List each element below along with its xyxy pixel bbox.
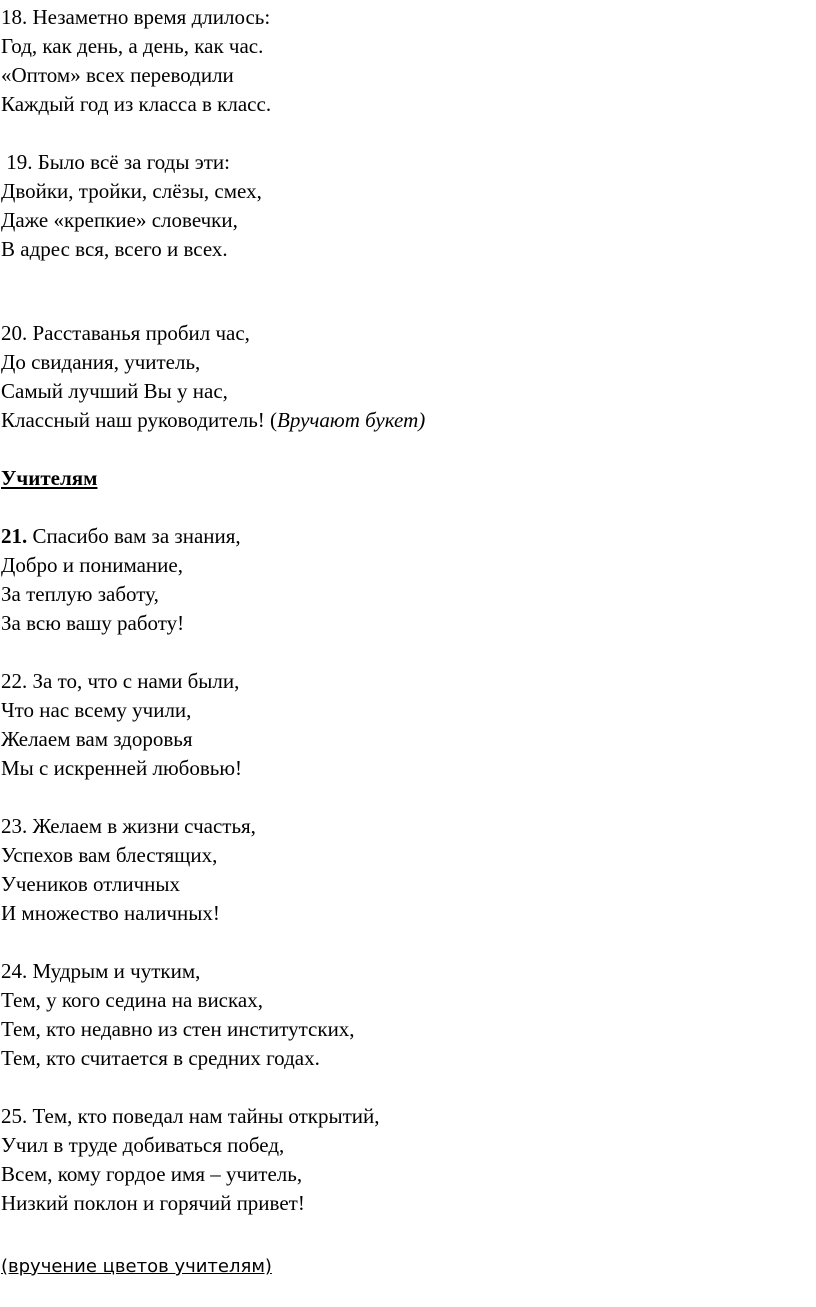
stanza-20-line-3: Самый лучший Вы у нас, [1, 379, 228, 403]
stanza-19-line-4: В адрес вся, всего и всех. [1, 237, 228, 261]
stanza-18-line-1: 18. Незаметно время длилось: [1, 5, 271, 29]
stanza-19-line-1: 19. Было всё за годы эти: [1, 150, 230, 174]
stanza-19-line-3: Даже «крепкие» словечки, [1, 208, 238, 232]
stanza-20-line-1: 20. Расставанья пробил час, [1, 321, 250, 345]
stanza-25-line-2: Учил в труде добиваться побед, [1, 1133, 285, 1157]
stanza-18-line-4: Каждый год из класса в класс. [1, 92, 272, 116]
section-heading: Учителям [1, 466, 98, 490]
closing-note: (вручение цветов учителям) [1, 1256, 272, 1277]
stanza-20-line-4-text: Классный наш руководитель! ( [1, 408, 278, 432]
stanza-20-line-4 [1, 406, 425, 435]
stanza-23-line-4: И множество наличных! [1, 901, 220, 925]
stanza-18-line-3: «Оптом» всех переводили [1, 63, 234, 87]
stanza-24-line-4: Тем, кто считается в средних годах. [1, 1046, 320, 1070]
stanza-22-line-3: Желаем вам здоровья [1, 727, 193, 751]
stanza-24-line-2: Тем, у кого седина на висках, [1, 988, 263, 1012]
stanza-23-line-2: Успехов вам блестящих, [1, 843, 218, 867]
stanza-24-line-1: 24. Мудрым и чутким, [1, 959, 201, 983]
stanza-23-line-3: Учеников отличных [1, 872, 181, 896]
stanza-22-line-1: 22. За то, что с нами были, [1, 669, 240, 693]
stanza-24-line-3: Тем, кто недавно из стен институтских, [1, 1017, 355, 1041]
stanza-19-line-2: Двойки, тройки, слёзы, смех, [1, 179, 262, 203]
stanza-18-line-2: Год, как день, а день, как час. [1, 34, 264, 58]
stanza-21-line-1-text: Спасибо вам за знания, [27, 524, 241, 548]
stanza-25-line-1: 25. Тем, кто поведал нам тайны открытий, [1, 1104, 380, 1128]
stanza-21-line-1 [1, 522, 241, 551]
stanza-21-line-4: За всю вашу работу! [1, 611, 185, 635]
stanza-23-line-1: 23. Желаем в жизни счастья, [1, 814, 256, 838]
stanza-21-line-3: За теплую заботу, [1, 582, 159, 606]
stanza-25-line-3: Всем, кому гордое имя – учитель, [1, 1162, 303, 1186]
stanza-21-number: 21. [1, 524, 28, 548]
stanza-25-line-4: Низкий поклон и горячий привет! [1, 1191, 305, 1215]
stage-direction: Вручают букет) [277, 408, 426, 432]
stanza-20-line-2: До свидания, учитель, [1, 350, 201, 374]
stanza-21-line-2: Добро и понимание, [1, 553, 183, 577]
stanza-22-line-2: Что нас всему учили, [1, 698, 192, 722]
stanza-22-line-4: Мы с искренней любовью! [1, 756, 242, 780]
